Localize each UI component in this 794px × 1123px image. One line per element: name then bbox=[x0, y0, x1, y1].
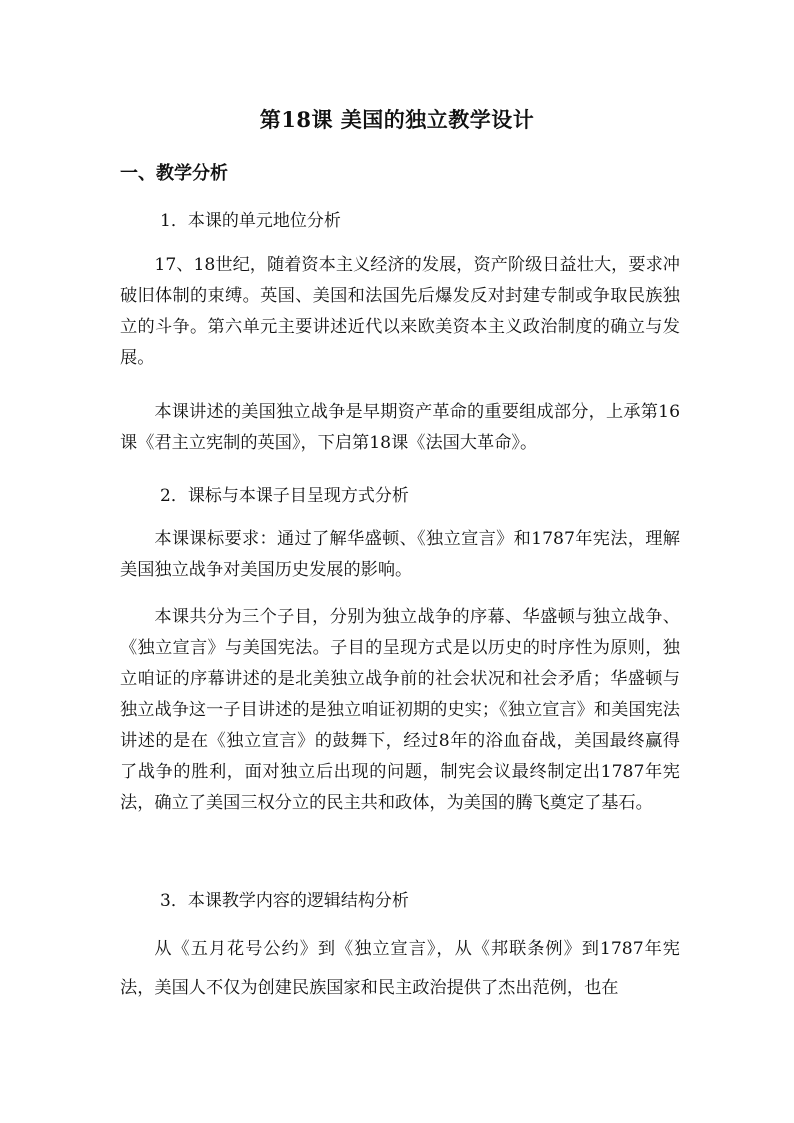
paragraph-curriculum-requirement: 本课课标要求：通过了解华盛顿、《独立宣言》和1787年宪法，理解美国独立战争对美国历史发展的影响。 bbox=[120, 529, 680, 580]
document-title: 第18课 美国的独立教学设计 bbox=[259, 107, 535, 132]
paragraph-unit-position: 17、18世纪，随着资本主义经济的发展，资产阶级日益壮大，要求冲破旧体制的束缚。英国、美国和法国先后爆发反对封建专制或争取民族独立的斗争。第六单元主要讲述近代以来欧美资本主义政治制度的确立与发展。 bbox=[120, 255, 680, 368]
paragraph-subtopics: 本课共分为三个子目，分别为独立战争的序幕、华盛顿与独立战争、《独立宣言》与美国宪法。子目的呈现方式是以历史的时序性为原则，独立咱证的序幕讲述的是北美独立战争前的社会状况和社会矛盾；华盛顿与独立战争这一子目讲述的是独立咱证初期的史实；《独立宣言》和美国宪法讲述的是在《独立宣言》的鼓舞下，经过8年的浴血奋战，美国最终赢得了战争的胜利，面对独立后出现的问题，制宪会议最终制定出1787年宪法，确立了美国三权分立的民主共和政体，为美国的腾飞奠定了基石。 bbox=[120, 607, 680, 813]
subsection-heading-logic-structure: 3．本课教学内容的逻辑结构分析 bbox=[160, 891, 409, 911]
section-heading-teaching-analysis: 一、教学分析 bbox=[120, 163, 228, 184]
paragraph-lesson-context: 本课讲述的美国独立战争是早期资产革命的重要组成部分，上承第16课《君主立宪制的英国》，下启第18课《法国大革命》。 bbox=[120, 402, 680, 453]
subsection-heading-curriculum-standard: 2．课标与本课子目呈现方式分析 bbox=[160, 486, 409, 506]
subsection-heading-unit-position: 1．本课的单元地位分析 bbox=[160, 211, 341, 231]
paragraph-logic-structure: 从《五月花号公约》到《独立宣言》，从《邦联条例》到1787年宪法，美国人不仅为创建民族国家和民主政治提供了杰出范例，也在 bbox=[120, 939, 680, 998]
